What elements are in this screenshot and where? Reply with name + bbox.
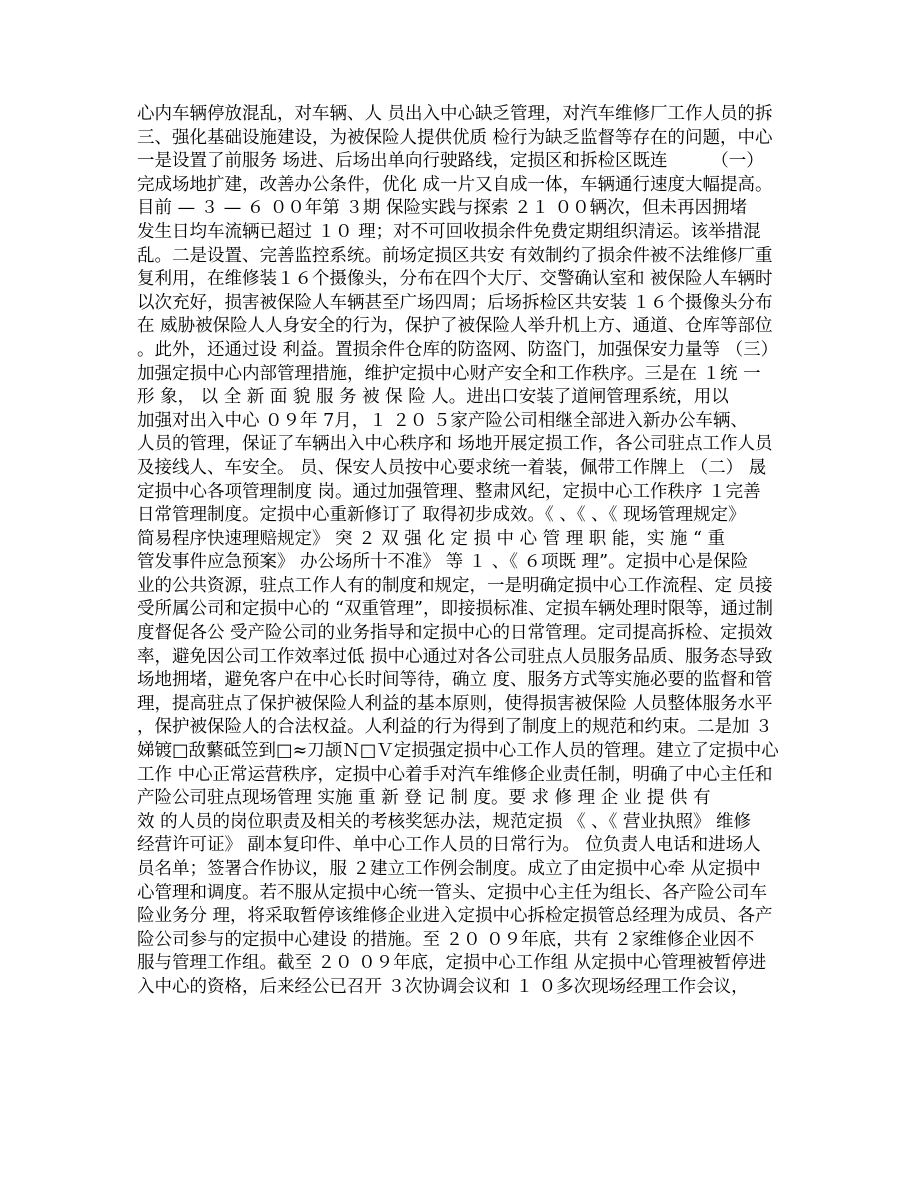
text-line: 娣镀□敌蘩砥笠到□≈刀颉Ｎ□Ｖ定损强定损中心工作人员的管理。建立了定损中心: [137, 741, 779, 762]
text-line: 入中心的资格，后来经公已召开 ３次协调会议和 １ ０多次现场经理工作会议，: [137, 976, 749, 997]
text-line: 员名单；签署合作协议，服 ２建立工作例会制度。成立了由定损中心牵 从定损中: [137, 859, 761, 879]
text-line: 简易程序快速理赔规定》 突 ２ 双 强 化 定 损 中 心 管 理 职 能，实 施 “ 重: [137, 528, 725, 549]
text-line: 形 象， 以 全 新 面 貌 服 务 被 保 险 人。进出口安装了道闸管理系统，用以: [137, 387, 729, 408]
text-line: 复利用，在维修装１６个摄像头，分布在四个大厅、交警确认室和 被保险人车辆时: [137, 269, 773, 290]
text-line: 日常管理制度。定损中心重新修订了 取得初步成效。《 、《 、《 现场管理规定》: [137, 505, 746, 526]
text-line: 三、强化基础设施建设，为被保险人提供优质 检行为缺乏监督等存在的问题，中心: [137, 127, 773, 148]
text-line: 加强对出入中心 ０９年 7月，１ ２０ ５家产险公司相继全部进入新办公车辆、: [137, 410, 748, 431]
text-line: 险业务分 理，将采取暂停该维修企业进入定损中心拆检定损管总经理为成员、各产: [137, 906, 773, 927]
text-line: 效 的人员的岗位职责及相关的考核奖惩办法，规范定损 《 、《 营业执照》 维修: [137, 811, 752, 832]
text-line: 以次充好，损害被保险人车辆甚至广场四周；后场拆检区共安装 １６个摄像头分布: [137, 292, 773, 313]
text-line: 工作 中心正常运营秩序，定损中心着手对汽车维修企业责任制，明确了中心主任和: [137, 764, 773, 785]
text-line: 业的公共资源，驻点工作人有的制度和规定，一是明确定损中心工作流程、定 员接: [137, 575, 773, 596]
text-line: 心管理和调度。若不服从定损中心统一管头、定损中心主任为组长、各产险公司车: [137, 882, 767, 903]
text-line: 及接线人、车安全。 员、保安人员按中心要求统一着装，佩带工作牌上 （二） 晟: [137, 457, 767, 478]
text-line: 管发事件应急预案》 办公场所十不准》 等 １ 、《 ６项既 理”。定损中心是保险: [137, 552, 749, 573]
text-line: 。此外，还通过设 利益。置损余件仓库的防盗网、防盗门，加强保安力量等 （三）: [137, 339, 779, 360]
text-line: 完成场地扩建，改善办公条件，优化 成一片又自成一体，车辆通行速度大幅提高。: [137, 174, 773, 195]
text-line: 受所属公司和定损中心的 “双重管理”，即接损标准、定损车辆处理时限等，通过制: [137, 599, 773, 620]
text-line: 服与管理工作组。截至 ２０ ０９年底，定损中心工作组 从定损中心管理被暂停进: [137, 953, 767, 974]
text-line: 一是设置了前服务 场进、后场出单向行驶路线，定损区和拆检区既连 （一）: [137, 151, 764, 172]
text-line: 发生日均车流辆已超过 １０ 理；对不可回收损余件免费定期组织清运。该举措混: [137, 221, 761, 242]
body-text: [137, 103, 797, 1000]
text-line: 乱。二是设置、完善监控系统。前场定损区共安 有效制约了损余件被不法维修厂重: [137, 245, 773, 266]
text-line: 理，提高驻点了保护被保险人利益的基本原则，使得损害被保险 人员整体服务水平: [137, 693, 773, 714]
text-line: 场地拥堵，避免客户在中心长时间等待，确立 度、服务方式等实施必要的监督和管: [137, 670, 773, 691]
text-line: 人员的管理，保证了车辆出入中心秩序和 场地开展定损工作，各公司驻点工作人员: [137, 434, 773, 455]
text-line: ，保护被保险人的合法权益。人利益的行为得到了制度上的规范和约束。二是加 ３: [137, 717, 773, 738]
text-line: 目前 — ３ — ６ ００年第 ３期 保险实践与探索 ２１ ００辆次，但未再因拥堵: [137, 198, 748, 219]
text-line: 定损中心各项管理制度 岗。通过加强管理、整肃风纪，定损中心工作秩序 １完善: [137, 481, 761, 502]
text-line: 心内车辆停放混乱，对车辆、人 员出入中心缺乏管理，对汽车维修厂工作人员的拆: [137, 104, 773, 124]
text-line: 率，避免因公司工作效率过低 损中心通过对各公司驻点人员服务品质、服务态导致: [137, 646, 773, 667]
text-line: 险公司参与的定损中心建设 的措施。至 ２０ ０９年底，共有 ２家维修企业因不: [137, 929, 755, 950]
text-line: 度督促各公 受产险公司的业务指导和定损中心的日常管理。定司提高拆检、定损效: [137, 623, 773, 644]
text-line: 产险公司驻点现场管理 实施 重 新 登 记 制 度。要 求 修 理 企 业 提 供 有: [137, 788, 711, 809]
text-line: 加强定损中心内部管理措施，维护定损中心财产安全和工作秩序。三是在 １统 一: [137, 363, 761, 384]
text-line: 在 威胁被保险人人身安全的行为，保护了被保险人举升机上方、通道、仓库等部位: [137, 316, 773, 337]
text-line: 经营许可证》 副本复印件、单中心工作人员的日常行为。 位负责人电话和进场人: [137, 835, 761, 856]
